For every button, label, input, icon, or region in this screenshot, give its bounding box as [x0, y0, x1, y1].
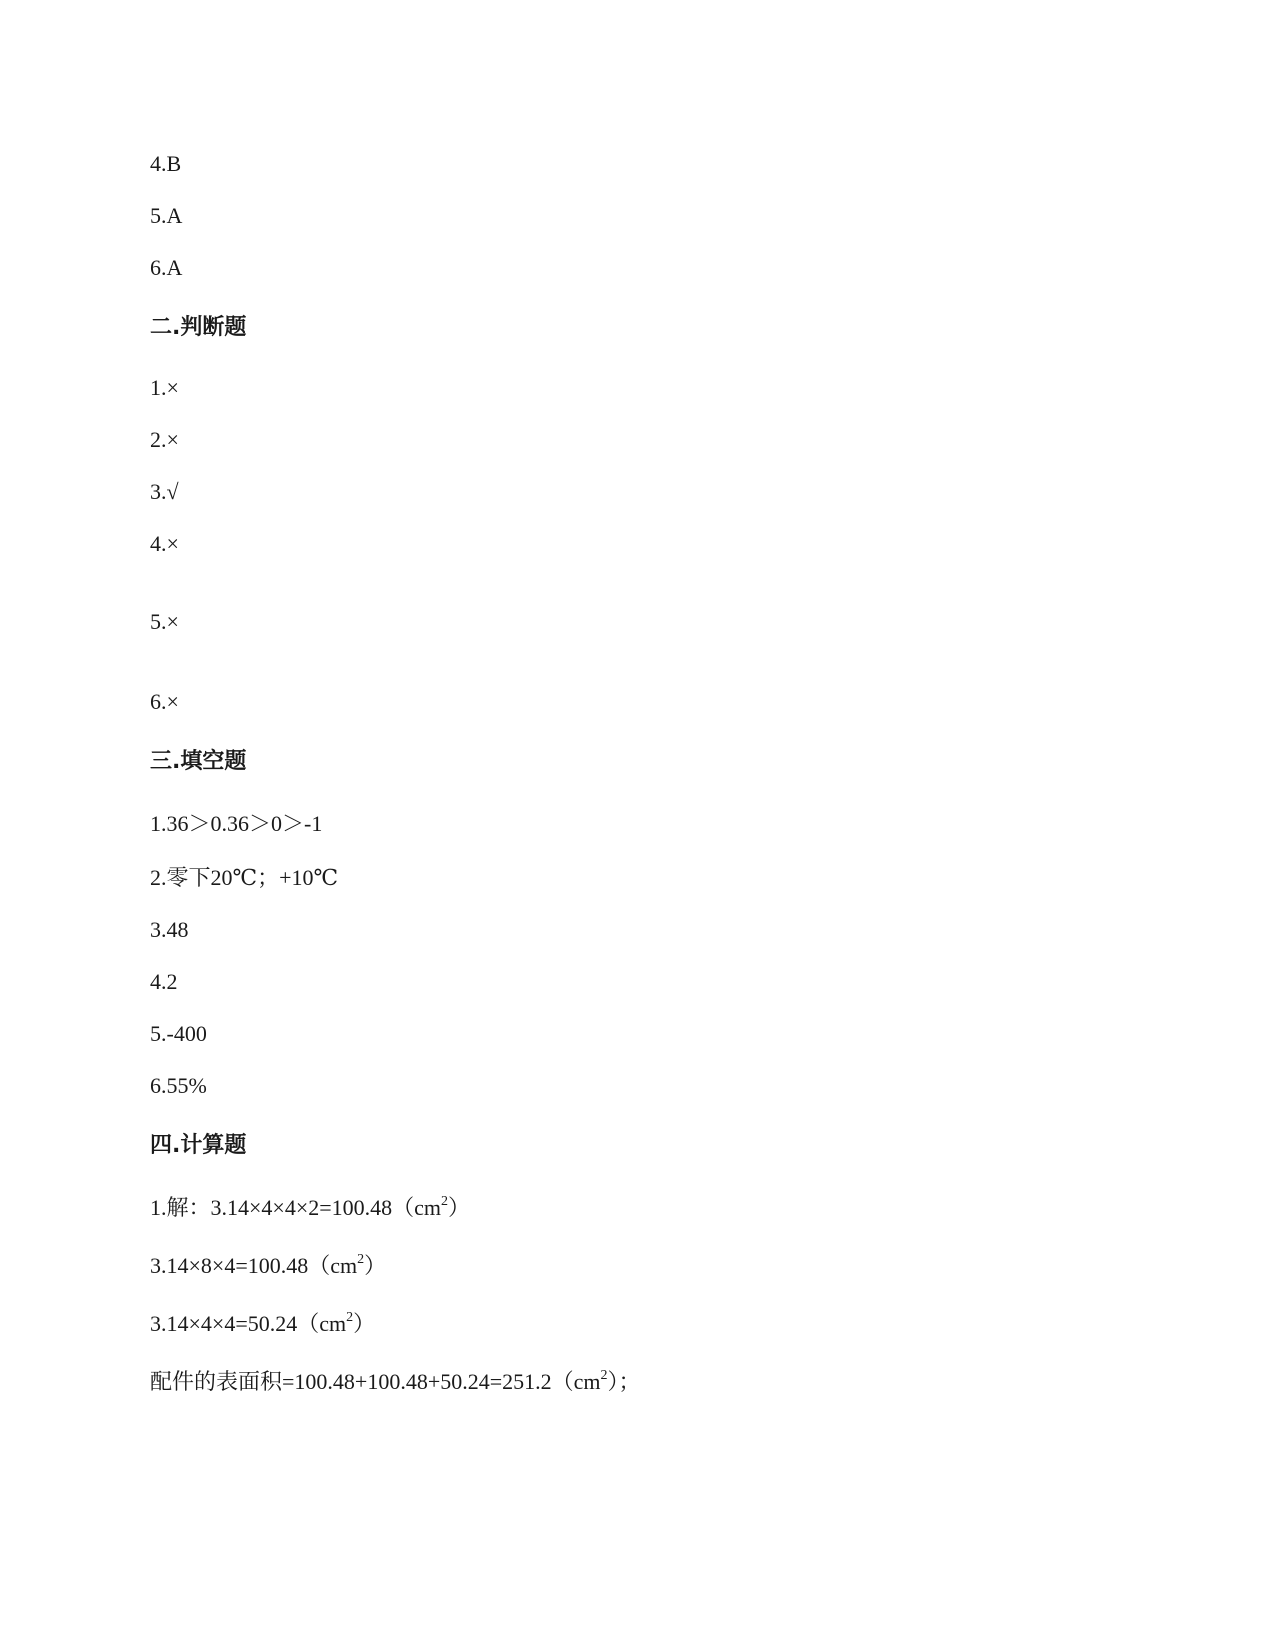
- calc-line-4-text: 配件的表面积=100.48+100.48+50.24=251.2（cm: [150, 1369, 601, 1394]
- calc-line-3-close: ）: [353, 1311, 376, 1336]
- judge-answer-6: 6.×: [150, 689, 179, 714]
- section-heading-calc: 四.计算题: [150, 1133, 247, 1158]
- judge-answer-4: 4.×: [150, 531, 179, 556]
- calc-line-2-exponent: 2: [357, 1251, 365, 1267]
- judge-answer-2: 2.×: [150, 427, 179, 452]
- calc-line-1-exponent: 2: [441, 1193, 449, 1209]
- calc-line-3-text: 3.14×4×4=50.24（cm: [150, 1311, 347, 1336]
- judge-answer-5: 5.×: [150, 609, 179, 634]
- calc-line-4: [150, 1368, 641, 1396]
- choice-answer-4: 4.B: [150, 151, 182, 176]
- choice-answer-6: 6.A: [150, 255, 183, 280]
- calc-line-4-exponent: 2: [600, 1367, 608, 1383]
- judge-answer-1: 1.×: [150, 375, 179, 400]
- fill-answer-5: 5.-400: [150, 1021, 207, 1046]
- section-heading-judge: 二.判断题: [150, 315, 247, 340]
- calc-line-1-close: ）: [448, 1195, 471, 1220]
- fill-answer-6: 6.55%: [150, 1073, 207, 1098]
- fill-answer-4: 4.2: [150, 969, 178, 994]
- judge-answer-3: 3.√: [150, 479, 179, 504]
- calc-line-4-close: ）；: [607, 1369, 641, 1394]
- calc-line-2: [150, 1252, 386, 1280]
- fill-answer-1: 1.36＞0.36＞0＞-1: [150, 811, 323, 836]
- choice-answer-5: 5.A: [150, 203, 183, 228]
- calc-line-3-exponent: 2: [346, 1309, 354, 1325]
- calc-line-3: [150, 1310, 375, 1338]
- fill-answer-3: 3.48: [150, 917, 189, 942]
- calc-line-1-text: 1.解：3.14×4×4×2=100.48（cm: [150, 1195, 442, 1220]
- calc-line-2-close: ）: [364, 1253, 387, 1278]
- calc-line-1: [150, 1194, 470, 1222]
- calc-line-2-text: 3.14×8×4=100.48（cm: [150, 1253, 358, 1278]
- fill-answer-2: 2.零下20℃；+10℃: [150, 865, 339, 890]
- section-heading-fill: 三.填空题: [150, 749, 247, 774]
